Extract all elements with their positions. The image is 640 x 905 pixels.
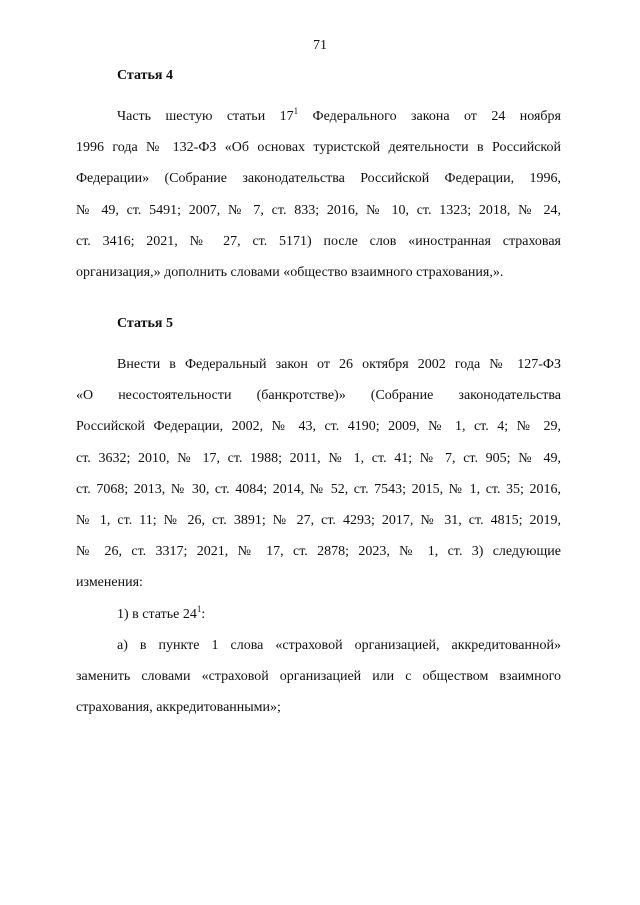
- article-5-line-5: ст. 7068; 2013, № 30, ст. 4084; 2014, № 52, ст. 7543; 2015, № 1, ст. 35; 2016,: [76, 481, 561, 497]
- item-a-line-3: страхования, аккредитованными»;: [76, 700, 281, 716]
- article-4-line-6: организация,» дополнить словами «общество взаимного страхования,».: [76, 264, 504, 280]
- article-4-line-4: № 49, ст. 5491; 2007, № 7, ст. 833; 2016, № 10, ст. 1323; 2018, № 24,: [76, 202, 561, 218]
- article-4-line-3: Федерации» (Собрание законодательства Российской Федерации, 1996,: [76, 171, 561, 187]
- page-number: 71: [313, 38, 327, 53]
- article-5-line-3: Российской Федерации, 2002, № 43, ст. 4190; 2009, № 1, ст. 4; № 29,: [76, 419, 561, 435]
- article-4-heading: Статья 4: [117, 68, 173, 83]
- article-4-line-5: ст. 3416; 2021, № 27, ст. 5171) после слов «иностранная страховая: [76, 233, 561, 249]
- article-5-heading: Статья 5: [117, 316, 173, 331]
- article-4-line-2: 1996 года № 132-ФЗ «Об основах туристской деятельности в Российской: [76, 140, 561, 156]
- article-5-line-6: № 1, ст. 11; № 26, ст. 3891; № 27, ст. 4293; 2017, № 31, ст. 4815; 2019,: [76, 512, 561, 528]
- item-a-line-1: а) в пункте 1 слова «страховой организацией, аккредитованной»: [117, 637, 561, 653]
- item-1: 1) в статье $24^1$:: [117, 603, 206, 622]
- article-4-line-1: Часть шестую статьи $17^1$ Федерального закона от 24 ноября: [117, 106, 561, 124]
- item-a-line-2: заменить словами «страховой организацией или с обществом взаимного: [76, 668, 561, 684]
- article-5-text: [76, 349, 561, 723]
- article-4-text: [76, 101, 561, 288]
- article-5-line-1: Внести в Федеральный закон от 26 октября 2002 года № 127-ФЗ: [117, 357, 561, 372]
- article-5-line-2: «О несостоятельности (банкротстве)» (Собрание законодательства: [76, 388, 561, 404]
- article-5-line-4: ст. 3632; 2010, № 17, ст. 1988; 2011, № 1, ст. 41; № 7, ст. 905; № 49,: [76, 450, 561, 466]
- article-5-line-8: изменения:: [76, 575, 143, 591]
- article-5-line-7: № 26, ст. 3317; 2021, № 17, ст. 2878; 2023, № 1, ст. 3) следующие: [76, 544, 561, 560]
